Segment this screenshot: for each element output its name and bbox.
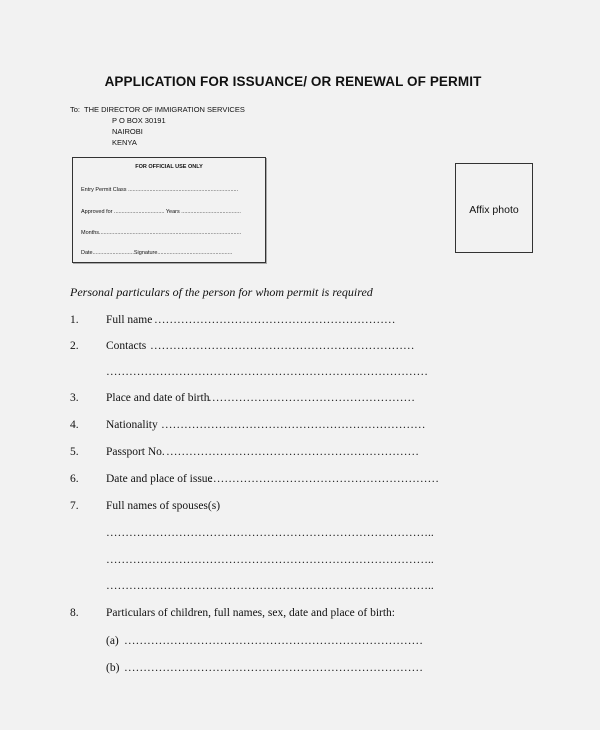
date-signature-field[interactable]: Date...........................Signature................................................. [81, 250, 233, 256]
address-line-4: KENYA [112, 138, 137, 147]
section-subtitle: Personal particulars of the person for whom permit is required [70, 285, 373, 299]
issue-field[interactable]: …………………………………………………… [209, 473, 439, 485]
contacts-label: Contacts [106, 340, 147, 352]
birth-field[interactable]: ……………………………………………… [208, 392, 415, 404]
spouse-field-line-3[interactable]: ………………………………………………………………………….. [106, 580, 434, 592]
issue-label: Date and place of issue [106, 473, 213, 485]
item-number: 4. [70, 419, 79, 431]
item-number: 7. [70, 500, 79, 512]
child-b-label: (b) [106, 662, 120, 674]
item-number: 6. [70, 473, 79, 485]
item-number: 3. [70, 392, 79, 404]
entry-permit-class-field[interactable]: Entry Permit Class ........................................................................ [81, 187, 239, 193]
affix-photo-label: Affix photo [469, 204, 519, 216]
child-b-field[interactable]: …………………………………………………………………… [124, 662, 423, 674]
child-a-label: (a) [106, 635, 119, 647]
contacts-field[interactable]: …………………………………………………………… [150, 340, 415, 352]
item-number: 8. [70, 607, 79, 619]
children-label: Particulars of children, full names, sex, date and place of birth: [106, 607, 395, 619]
address-line-2: P O BOX 30191 [112, 116, 166, 125]
address-to-label: To: [70, 105, 81, 114]
nationality-field[interactable]: …………………………………………………………… [161, 419, 426, 431]
address-line-1: THE DIRECTOR OF IMMIGRATION SERVICES [84, 105, 245, 114]
full-name-label: Full name [106, 314, 153, 326]
full-name-field[interactable]: ……………………………………………………… [154, 314, 396, 326]
address-line-3: NAIROBI [112, 127, 143, 136]
nationality-label: Nationality [106, 419, 158, 431]
official-use-box [72, 157, 266, 263]
affix-photo-box[interactable] [455, 163, 533, 253]
approved-for-field[interactable]: Approved for ................................. Years ....................................... [81, 209, 241, 215]
contacts-field-line-2[interactable]: ………………………………………………………………………… [106, 366, 428, 378]
spouses-label: Full names of spouses(s) [106, 500, 221, 512]
passport-field[interactable]: ………………………………………………………… [166, 446, 419, 458]
passport-label: Passport No. [106, 446, 165, 458]
item-number: 2. [70, 340, 79, 352]
months-field[interactable]: Months............................................................................................. [81, 230, 242, 236]
official-use-heading: FOR OFFICIAL USE ONLY [135, 164, 203, 170]
birth-label: Place and date of birth [106, 392, 210, 404]
spouse-field-line-2[interactable]: ………………………………………………………………………….. [106, 554, 434, 566]
form-title: APPLICATION FOR ISSUANCE/ OR RENEWAL OF PERMIT [104, 74, 482, 89]
child-a-field[interactable]: …………………………………………………………………… [124, 635, 423, 647]
item-number: 1. [70, 314, 79, 326]
item-number: 5. [70, 446, 79, 458]
spouse-field-line-1[interactable]: ………………………………………………………………………….. [106, 527, 434, 539]
